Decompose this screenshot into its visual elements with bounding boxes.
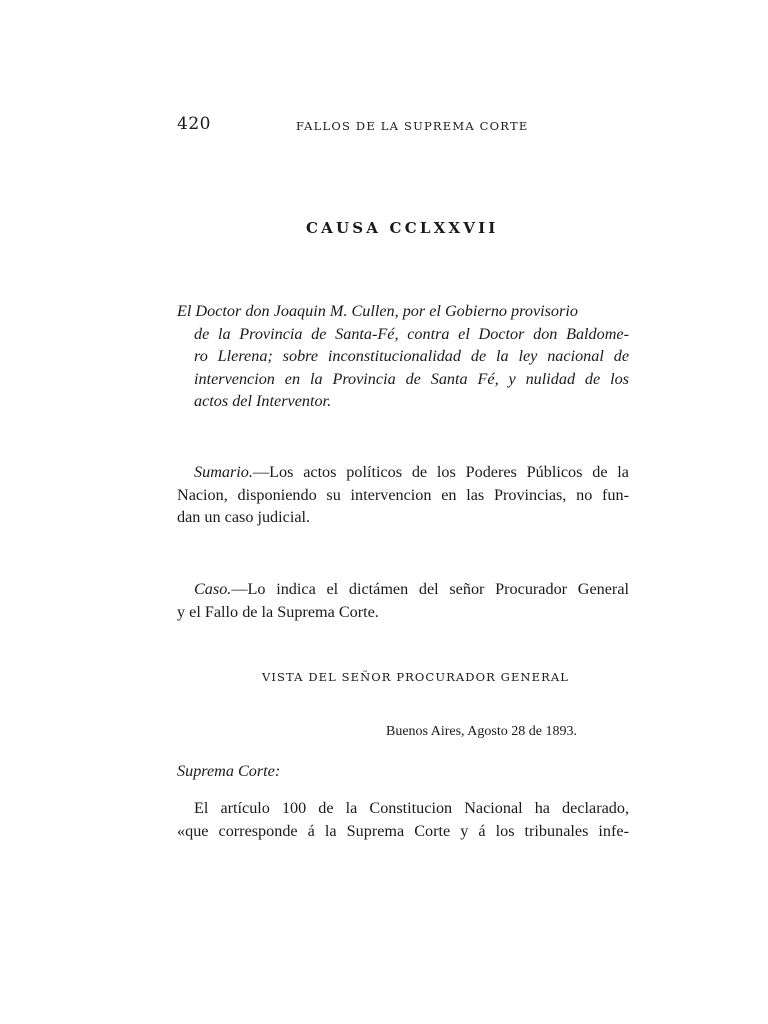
caso-line <box>177 578 629 601</box>
body-line: El artículo 100 de la Constitucion Nacional ha declarado, <box>194 799 629 817</box>
caption-line: de la Provincia de Santa-Fé, contra el Doctor don Baldome- <box>194 324 629 343</box>
caso-paragraph <box>177 578 629 623</box>
summary-paragraph <box>177 461 629 529</box>
caso-label: Caso. <box>194 580 232 598</box>
summary-line: Nacion, disponiendo su intervencion en las Provincias, no fun- <box>177 485 629 504</box>
caption-line: El Doctor don Joaquin M. Cullen, por el Gobierno provisorio <box>177 302 578 320</box>
caption-line: actos del Interventor. <box>194 392 332 410</box>
caption-line: intervencion en la Provincia de Santa Fé, y nulidad de los <box>194 369 629 388</box>
dateline: Buenos Aires, Agosto 28 de 1893. <box>386 724 577 739</box>
body-paragraph <box>177 797 629 842</box>
running-head: FALLOS DE LA SUPREMA CORTE <box>296 119 529 133</box>
salutation: Suprema Corte: <box>177 762 281 780</box>
case-title: CAUSA CCLXXVII <box>306 219 499 237</box>
case-caption <box>177 300 629 413</box>
summary-label: Sumario. <box>194 463 253 481</box>
caso-line: y el Fallo de la Suprema Corte. <box>177 602 379 621</box>
summary-line <box>177 461 629 484</box>
summary-text: —Los actos políticos de los Poderes Públicos de la <box>252 463 629 481</box>
caso-text: —Lo indica el dictámen del señor Procurador General <box>231 580 629 598</box>
caption-line: ro Llerena; sobre inconstitucionalidad de la ley nacional de <box>194 347 629 365</box>
section-heading: VISTA DEL SEÑOR PROCURADOR GENERAL <box>262 670 569 684</box>
page-number: 420 <box>177 114 211 134</box>
summary-line: dan un caso judicial. <box>177 508 311 526</box>
body-line: «que corresponde á la Suprema Corte y á los tribunales infe- <box>177 821 629 840</box>
